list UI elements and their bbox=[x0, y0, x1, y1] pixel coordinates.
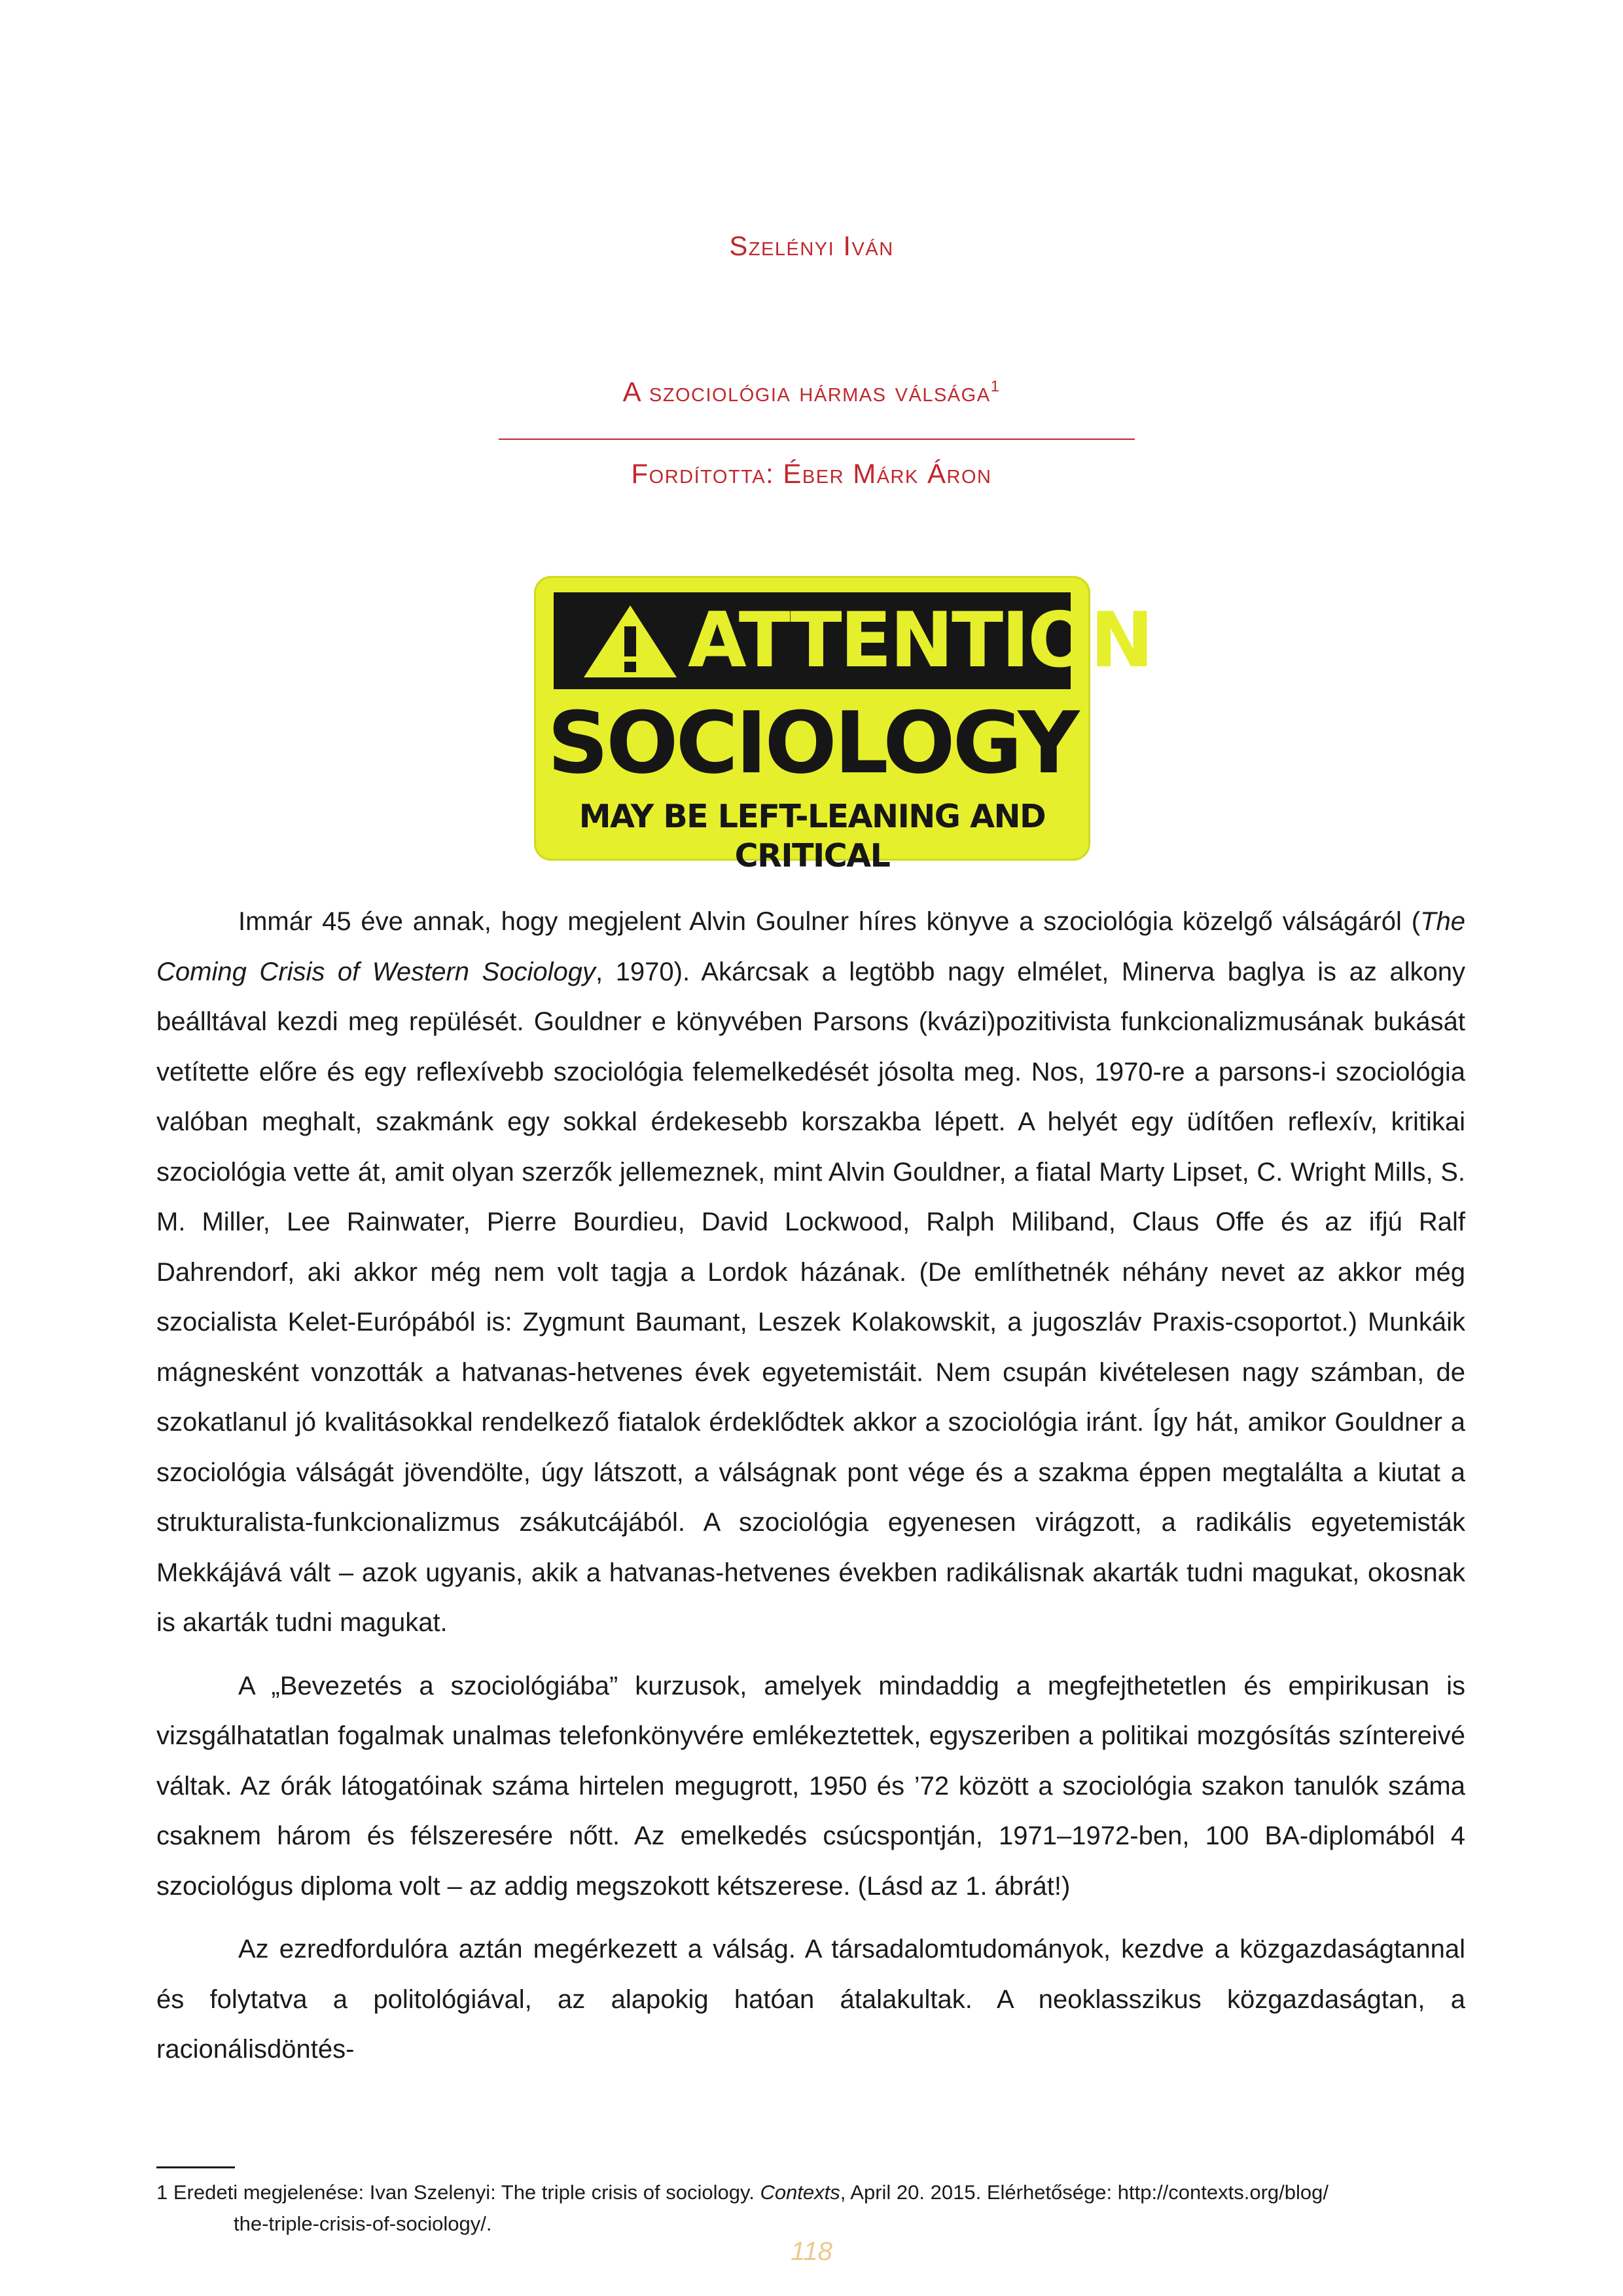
footnote-text-b[interactable]: , April 20. 2015. Elérhetősége: http://contexts.org/blog/ bbox=[840, 2181, 1329, 2204]
warning-triangle-icon bbox=[581, 603, 679, 680]
footnote-line-2[interactable]: the-triple-crisis-of-sociology/. bbox=[234, 2212, 492, 2235]
article-body bbox=[156, 897, 1465, 2088]
title-divider bbox=[499, 439, 1135, 440]
book-title: The Coming Crisis of Western Sociology bbox=[156, 907, 1465, 986]
footnote-text-a: Eredeti megjelenése: Ivan Szelenyi: The triple crisis of sociology. bbox=[168, 2181, 760, 2204]
footnote-divider bbox=[156, 2166, 235, 2168]
sign-sociology-text: SOCIOLOGY bbox=[547, 693, 1077, 793]
paragraph-1 bbox=[156, 897, 1465, 1648]
footnote-line-1 bbox=[156, 2177, 1465, 2208]
author-name: Szelényi Iván bbox=[729, 230, 894, 261]
attention-sociology-sign bbox=[534, 576, 1152, 874]
sign-header-band bbox=[554, 592, 1152, 689]
paragraph-1-text-b: , 1970). Akárcsak a legtöbb nagy elmélet, Minerva baglya is az alkony beálltával kezdi meg repülését. Gouldner e könyvében Parsons (kvázi)pozitivista funkcionalizmusának bukását vetítette előre és egy reflexívebb szociológia felemelkedését jósolta meg. Nos, 1970-re a parsons-i szociológia valóban meghalt, szakmánk egy sokkal érdekesebb korszakba lépett. A helyét egy üdítően reflexív, kritikai szociológia vette át, amit olyan szerzők jellemeznek, mint Alvin Gouldner, a fiatal Marty Lipset, C. Wright Mills, S. M. Miller, Lee Rainwater, Pierre Bourdieu, David Lockwood, Ralph Miliband, Claus Offe és az ifjú Ralf Dahrendorf, aki akkor még nem volt tagja a Lordok házának. (De említhetnék néhány nevet az akkor még szocialista Kelet-Európából is: Zygmunt Baumant, Leszek Kolakowskit, a jugoszláv Praxis-csoportot.) Munkáik mágnesként vonzották a hatvanas-hetvenes évek egyetemistáit. Nem csupán kivételesen nagy számban, de szokatlanul jó kvalitásokkal rendelkező fiatalok érdeklődtek akkor a szociológia iránt. Így hát, amikor Gouldner a szociológia válságát jövendölte, úgy látszott, a válságnak pont vége és a szakma éppen megtalálta a kiutat a strukturalista-funkcionalizmus zsákutcájából. A szociológia egyenesen virágzott, a radikális egyetemisták Mekkájává vált – azok ugyanis, akik a hatvanas-hetvenes években radikálisnak akarták tudni magukat, okosnak is akarták tudni magukat. bbox=[156, 957, 1465, 1637]
paragraph-1-text-a: Immár 45 éve annak, hogy megjelent Alvin Goulner híres könyve a szociológia közelgő válságáról ( bbox=[238, 907, 1421, 936]
sign-attention-text: ATTENTION bbox=[688, 596, 1152, 685]
translator-credit: Fordította: Éber Márk Áron bbox=[631, 458, 992, 489]
article-title bbox=[0, 376, 1623, 408]
paragraph-3: Az ezredfordulóra aztán megérkezett a válság. A társadalomtudományok, kezdve a közgazdaságtannal és folytatva a politológiával, az alapokig hatóan átalakultak. A neoklasszikus közgazdaságtan, a racionálisdöntés- bbox=[156, 1935, 1465, 2064]
footnote-journal: Contexts bbox=[760, 2181, 840, 2204]
article-title-text: A szociológia hármas válsága bbox=[622, 376, 991, 407]
paragraph-2: A „Bevezetés a szociológiába” kurzusok, amelyek mindaddig a megfejthetetlen és empirikusan is vizsgálhatatlan fogalmak unalmas telefonkönyvére emlékeztettek, egyszeriben a politikai mozgósítás színtereivé váltak. Az órák látogatóinak száma hirtelen megugrott, 1950 és ’72 között a szociológia szakon tanulók száma csaknem három és félszeresére nőtt. Az emelkedés csúcspontján, 1971–1972-ben, 100 BA-diplomából 4 szociológus diploma volt – az addig megszokott kétszerese. (Lásd az 1. ábrát!) bbox=[156, 1671, 1465, 1901]
sign-subtitle-text: MAY BE LEFT-LEANING AND CRITICAL bbox=[579, 798, 1046, 874]
footnote-ref[interactable]: 1 bbox=[990, 378, 1001, 395]
footnote bbox=[156, 2177, 1465, 2240]
page-number: 118 bbox=[791, 2237, 832, 2266]
footnote-number: 1 bbox=[156, 2181, 168, 2204]
